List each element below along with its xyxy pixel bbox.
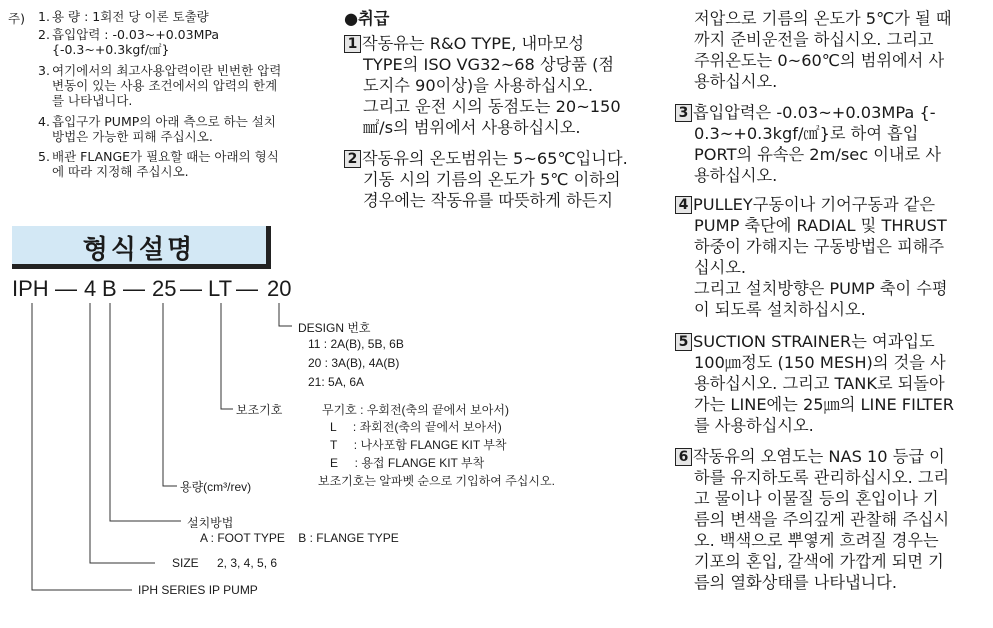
- aux-code-item: L : 좌회전(축의 끝에서 보아서): [330, 420, 502, 434]
- code-dash: —: [123, 276, 145, 301]
- code-dash: —: [55, 276, 77, 301]
- handling-line: 십시오.: [694, 258, 747, 277]
- handling-line: 용하십시오.: [694, 72, 778, 91]
- handling-line: 오. 백색으로 뿌옇게 흐려질 경우는: [694, 531, 939, 550]
- handling-line: 용하십시오. 그리고 TANK로 되돌아: [694, 374, 945, 393]
- handling-line: 가는 LINE에는 25㎛의 LINE FILTER: [694, 395, 955, 414]
- handling-item-4: [675, 194, 948, 320]
- handling-line: TYPE의 ISO VG32~68 상당품 (점: [363, 55, 615, 74]
- notes-prefix: 주): [8, 11, 25, 26]
- leader-line-size: [90, 303, 155, 563]
- handling-line: 주위온도는 0~60℃의 범위에서 사: [694, 51, 945, 70]
- handling-line: 름의 열화상태를 나타냅니다.: [694, 573, 898, 592]
- handling-line: 기동 시의 기름의 온도가 5℃ 이하의: [363, 170, 621, 189]
- section-title: 형식설명: [82, 235, 196, 265]
- item-number-badge: 4: [675, 196, 692, 214]
- note-number: 4.: [38, 114, 50, 129]
- handling-line: 름의 변색을 주의깊게 관찰해 주십시: [694, 510, 950, 529]
- handling-item-1: [344, 33, 621, 138]
- item-number-badge: 5: [675, 333, 692, 351]
- handling-line: PORT의 유속은 2m/sec 이내로 사: [694, 145, 941, 164]
- note-number: 1.: [38, 9, 50, 24]
- handling-line: 경우에는 작동유를 따뜻하게 하든지: [363, 191, 613, 210]
- aux-code-item: 무기호 : 우회전(축의 끝에서 보아서): [322, 403, 509, 417]
- handling-line: 흡입압력은 -0.03~+0.03MPa {-: [693, 103, 936, 122]
- note-line: 를 나타냅니다.: [52, 93, 133, 108]
- mounting-value: A : FOOT TYPE B : FLANGE TYPE: [200, 531, 399, 545]
- handling-line: 기포의 혼입, 갈색에 가깝게 되면 기: [694, 552, 944, 571]
- handling-line: PUMP 축단에 RADIAL 및 THRUST: [694, 216, 947, 235]
- handling-line: PULLEY구동이나 기어구동과 같은: [693, 195, 936, 214]
- handling-line: 0.3~+0.3kgf/㎠}로 하여 흡입: [694, 124, 919, 143]
- handling-item-5: [675, 331, 954, 436]
- handling-line: 를 사용하십시오.: [694, 416, 814, 435]
- note-line: 용 량 : 1회전 당 이론 토출량: [52, 9, 209, 24]
- note-line: {-0.3~+0.3kgf/㎠}: [52, 42, 170, 57]
- note-line: 에 따라 지정해 주십시오.: [52, 164, 189, 179]
- item-number-badge: 3: [675, 104, 692, 122]
- leader-line-series: [32, 303, 132, 590]
- code-part-size: 4: [84, 276, 97, 301]
- note-line: 방법은 가능한 피해 주십시오.: [52, 129, 213, 144]
- leader-line-aux: [221, 303, 233, 409]
- series-label: IPH SERIES IP PUMP: [138, 583, 258, 597]
- capacity-label: 용량(cm³/rev): [180, 480, 252, 494]
- handling-line: 그리고 설치방향은 PUMP 축이 수평: [694, 279, 948, 298]
- handling-item-3: [675, 102, 941, 186]
- aux-code-note: 보조기호는 알파벳 순으로 기입하여 주십시오.: [318, 474, 555, 488]
- handling-line: 작동유는 R&O TYPE, 내마모성: [362, 34, 585, 53]
- design-label: DESIGN 번호: [298, 321, 371, 335]
- size-label: SIZE: [172, 556, 199, 570]
- mounting-label: 설치방법: [187, 516, 234, 530]
- aux-code-label: 보조기호: [236, 403, 283, 417]
- design-item: 20 : 3A(B), 4A(B): [308, 356, 400, 370]
- item-number-badge: 1: [344, 35, 361, 53]
- code-part-aux: LT: [208, 276, 233, 301]
- aux-code-item: E : 용접 FLANGE KIT 부착: [330, 456, 485, 470]
- note-line: 흡입압력 : -0.03~+0.03MPa: [52, 27, 220, 42]
- handling-line: 100㎛정도 (150 MESH)의 것을 사: [694, 353, 946, 372]
- note-line: 변동이 있는 사용 조건에서의 압력의 한계: [52, 78, 278, 93]
- handling-line: 하중이 가해지는 구동방법은 피해주: [694, 237, 944, 256]
- handling-line: 고 물이나 이물질 등의 혼입이나 기: [694, 489, 939, 508]
- note-number: 2.: [38, 27, 50, 42]
- note-line: 흡입구가 PUMP의 아래 측으로 하는 설치: [52, 114, 276, 129]
- leader-line-mounting: [110, 303, 181, 521]
- size-value: 2, 3, 4, 5, 6: [217, 556, 278, 570]
- code-part-mounting: B: [102, 276, 117, 301]
- note-number: 5.: [38, 149, 50, 164]
- code-dash: —: [236, 276, 258, 301]
- code-part-series: IPH: [12, 276, 49, 301]
- handling-line: 그리고 운전 시의 동점도는 20~150: [363, 97, 621, 116]
- design-item: 21: 5A, 6A: [308, 375, 365, 389]
- note-number: 3.: [38, 63, 50, 78]
- handling-line: 하를 유지하도록 관리하십시오. 그리: [694, 468, 950, 487]
- handling-line: ㎟/s의 범위에서 사용하십시오.: [363, 118, 581, 137]
- handling-line: 작동유의 오염도는 NAS 10 등급 이: [693, 447, 945, 466]
- code-part-capacity: 25: [152, 276, 177, 301]
- handling-line: SUCTION STRAINER는 여과입도: [693, 332, 935, 351]
- handling-line: 저압으로 기름의 온도가 5℃가 될 때: [694, 9, 952, 28]
- handling-item-2: [344, 148, 628, 211]
- note-line: 배관 FLANGE가 필요할 때는 아래의 형식: [52, 149, 279, 164]
- code-part-design: 20: [267, 276, 292, 301]
- item-number-badge: 6: [675, 448, 692, 466]
- design-item: 11 : 2A(B), 5B, 6B: [308, 337, 404, 351]
- handling-line: 이 되도록 설치하십시오.: [694, 300, 866, 319]
- note-line: 여기에서의 최고사용압력이란 빈번한 압력: [52, 63, 282, 78]
- handling-line: 도지수 90이상)을 사용하십시오.: [363, 76, 593, 95]
- handling-heading: ●취급: [344, 9, 390, 28]
- handling-line: 작동유의 온도범위는 5~65℃입니다.: [362, 149, 628, 168]
- aux-code-item: T : 나사포함 FLANGE KIT 부착: [330, 438, 507, 452]
- handling-item-6: [675, 446, 949, 593]
- leader-line-capacity: [163, 303, 177, 486]
- code-dash: —: [180, 276, 202, 301]
- leader-line-design: [279, 303, 292, 326]
- item-number-badge: 2: [344, 150, 361, 168]
- handling-line: 용하십시오.: [694, 166, 778, 185]
- handling-continuation: [675, 8, 952, 92]
- handling-line: 까지 준비운전을 하십시오. 그리고: [694, 30, 934, 49]
